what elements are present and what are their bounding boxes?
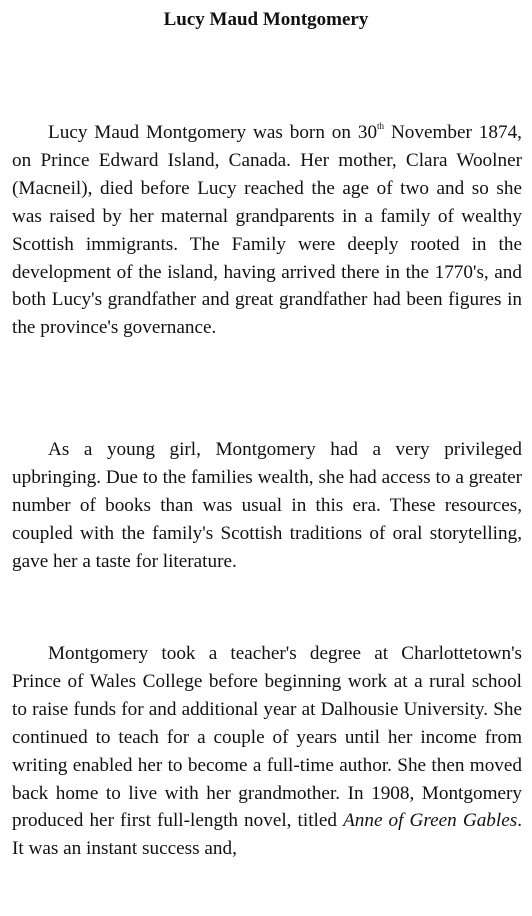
paragraph-1-text-start: Lucy Maud Montgomery was born on 30: [48, 122, 378, 143]
book-title-italic: Anne of Green Gables: [343, 810, 518, 832]
paragraph-3: [12, 640, 522, 863]
paragraph-1-text-end: November 1874, on Prince Edward Island, Canada. Her mother, Clara Woolner (Macneil), died before Lucy reached the age of two and so she was raised by her maternal grandparents in a family of wealthy Scottish immigrants. The Family were deeply rooted in the development of the island, having arrived there in the 1770's, and both Lucy's grandfather and great grandfather had been figures in the province's governance.: [12, 122, 522, 339]
paragraph-2: As a young girl, Montgomery had a very privileged upbringing. Due to the families wealth, she had access to a greater number of books than was usual in this era. These resources, coupled with the family's Scottish traditions of oral storytelling, gave her a taste for literature.: [12, 439, 522, 572]
ordinal-superscript: th: [377, 121, 385, 131]
page-title: Lucy Maud Montgomery: [163, 9, 369, 30]
paragraph-1: [12, 119, 522, 342]
paragraph-3-text-end: . It was an instant success and,: [12, 810, 523, 860]
paragraph-3-text-start: Montgomery took a teacher's degree at Charlottetown's Prince of Wales College before beginning work at a rural school to raise funds for and additional year at Dalhousie University. She continued to teach for a couple of years until her income from writing enabled her to become a full-time author. She then moved back home to live with her grandmother. In 1908, Montgomery produced her first full-length novel, titled: [12, 643, 522, 832]
